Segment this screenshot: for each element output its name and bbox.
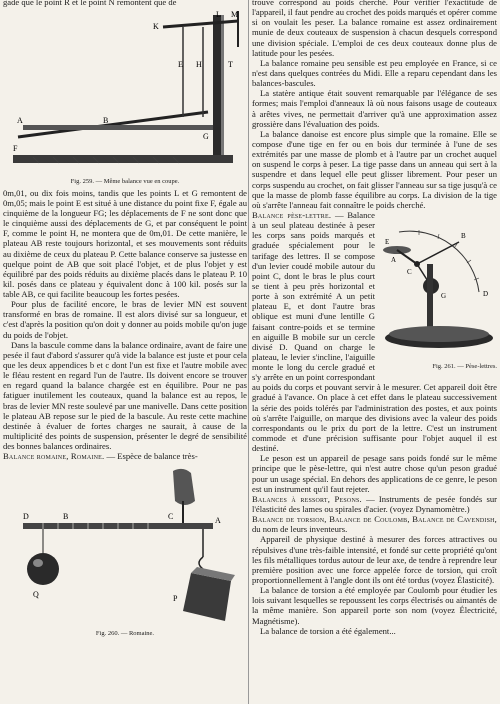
- figure-259-caption: Fig. 259. — Même balance vue en coupe.: [70, 178, 180, 185]
- torsion-heading: Balance de torsion, Balance de Coulomb, Balance de Cavendish,: [252, 514, 497, 525]
- fig259-label-e: E: [178, 60, 183, 69]
- romaine-heading-rest: — Espèce de balance très-: [104, 451, 198, 462]
- right-paragraph-4: La balance danoise est encore plus simple que la romaine. Elle se compose d'une tige en fer ou en bois dur terminée à l'une de ses extrémités par une masse de plomb et à l'autre par un crochet auquel on suspend le corps à peser. La tige passe dans un anneau qui sert à la suspendre et dans lequel elle peut glisser librement. Pour peser un corps suspendu au crochet, on fait glisser l'anneau sur sa tige jusqu'à ce que la masse de plomb fasse équilibre au corps. La division de la tige où s'arrête l'anneau fait connaître le poids cherché.: [252, 128, 497, 210]
- right-paragraph-10: La balance de torsion a été employée par Coulomb pour étudier les lois suivant lesquelles se repoussent les corps électrisés ou aimantés de la même manière. Son appareil porte son nom (voyez Électricité, Magnétisme).: [252, 585, 497, 626]
- right-column: [252, 0, 497, 636]
- fig259-label-a: A: [17, 116, 23, 125]
- right-paragraph-3: La statère antique était souvent remarquable par l'élégance de ses formes; mais l'emploi d'anneaux là où nous faisons usage de couteaux à arêtes vives, ne permettait d'arriver qu'à une approximation assez grossière dans l'évaluation des poids.: [252, 88, 497, 129]
- pese-lettre-body: — Balance à un seul plateau destinée à peser les corps sans poids marqués et graduée spécialement pour le tarifage des lettres. Il se compose d'un levier coudé mobile autour du point C, dont le bras le plus court se tient à peu près horizontal et porte à son extrémité A un petit plateau E, et dont l'autre bras oblique est muni d'une lentille G faisant contre-poids et se termine en aiguille B mobile sur un cercle divisé D. Quand on charge le plateau, le levier s'incline, l'aiguille monte le long du cercle gradué et s'y arrête en un point correspondant au poids du corps et pouvant servir à le mesurer. Cet appareil doit être gradué à l'avance. On place à cet effet dans le plateau successivement la série des poids tolérés par l'administration des postes, et aux points où s'arrête l'aiguille, on marque des divisions avec la valeur des poids correspondants ou le prix du port de la lettre. C'est un instrument commode et d'une précision suffisante pour l'objet auquel il est destiné.: [252, 209, 497, 454]
- fig261-label-d: D: [483, 289, 489, 298]
- figure-261-caption: Fig. 261. — Pèse-lettres.: [432, 363, 497, 371]
- figure-259-illustration: [3, 7, 247, 177]
- fig259-label-l: L: [216, 10, 221, 19]
- fig259-label-t: T: [228, 60, 233, 69]
- column-divider: [248, 0, 249, 704]
- fig259-label-h: H: [196, 60, 202, 69]
- left-top-line: gade que le point R et le point N remontent que de: [3, 0, 177, 7]
- figure-259: [3, 7, 247, 186]
- torsion-heading-rest: du nom de leurs inventeurs.: [252, 524, 348, 535]
- fig260-label-q: Q: [33, 590, 39, 600]
- figure-261: [379, 212, 497, 373]
- fig259-label-g: G: [203, 132, 209, 141]
- fig259-label-f: F: [13, 144, 18, 153]
- right-paragraph-1: trouve correspond au poids cherché. Pour vérifier l'exactitude de l'appareil, il faut pendre au crochet des poids marqués et opérer comme si on voulait les peser. La balance romaine est assez ordinairement munie de deux couteaux de suspension à chacun desquels correspond une division spéciale. L'emploi de ces deux couteaux donne plus de latitude pour les pesées.: [252, 0, 497, 58]
- left-paragraph-1: 0m,01, ou dix fois moins, tandis que les points L et G remontent de 0m,05; mais le point E est situé à une distance du point fixe F, égale au cinquième de la longueur FG; les déplacements de F ne sont donc que le cinquième aussi des déplacements de G, et par conséquent le point F, comme le point H, ne montera que de 0m,01. De cette manière, le plateau AB reste toujours horizontal, et ses mouvements sont réduits au dixième de ceux du plateau P. Cette balance conserve sa justesse en quelque point de AB que soit placé l'objet, et de plus l'objet y est équilibré par des poids réduits au dixième placés dans le plateau P. 10 kil. posés dans ce plateau y équivalent donc à 100 kil. posés sur la table AB, ce qui facilite beaucoup les fortes pesées.: [3, 187, 247, 300]
- pese-lettre-heading: Balance pèse-lettre.: [252, 209, 332, 220]
- ressort-heading: Balances à ressort, Pesons.: [252, 493, 362, 504]
- fig260-label-c: C: [168, 512, 174, 522]
- ressort-entry: [252, 494, 497, 514]
- left-column: [3, 0, 247, 640]
- left-paragraph-3: Dans la bascule comme dans la balance ordinaire, avant de faire une pesée il faut d'abord s'assurer qu'à vide la balance est juste et pour cela que les deux appendices b et c dont l'un est fixe et l'autre mobile avec le fléau restent en regard l'un de l'autre. Ils doivent encore se trouver en regard quand la balance chargée est en équilibre. Pour ne pas fatiguer inutilement les couteaux, quand la balance est au repos, le bras de levier MN reste soulevé par une manivelle. Dans cette position le plateau AB repose sur le pied de la bascule. Au reste cette machine destinée à évaluer de fortes charges ne saurait, à cause de la multiplicité des points de suspension, présenter le degré de sensibilité des bonnes balances ordinaires.: [3, 339, 247, 452]
- torsion-entry: [252, 514, 497, 534]
- fig261-label-a: A: [391, 255, 397, 264]
- fig261-label-b: B: [461, 231, 466, 240]
- romaine-heading: Balance romaine, Romaine.: [3, 451, 105, 462]
- fig259-label-m: M: [231, 10, 239, 19]
- fig261-label-e: E: [385, 237, 390, 246]
- fig260-label-a: A: [215, 516, 221, 526]
- figure-260-caption: Fig. 260. — Romaine.: [95, 630, 155, 638]
- figure-260: [3, 461, 247, 638]
- left-paragraph-2: Pour plus de facilité encore, le bras de levier MN est souvent transformé en bras de romaine. Il est alors divisé sur sa longueur, et c'est d'après la position qu'on doit y donner au poids mobile qu'on juge du poids de l'objet.: [3, 299, 247, 340]
- fig260-label-p: P: [173, 594, 178, 604]
- right-paragraph-11: La balance de torsion a été également...: [260, 625, 396, 636]
- fig261-label-g: G: [441, 291, 447, 300]
- romaine-entry: [3, 451, 247, 461]
- fig260-label-b: B: [63, 512, 69, 522]
- fig260-label-d: D: [23, 512, 29, 522]
- ressort-body: — Instruments de pesée fondés sur l'élasticité des lames ou spirales d'acier. (voyez Dynamomètre.): [252, 493, 498, 515]
- right-paragraph-9: Appareil de physique destiné à mesurer des forces attractives ou répulsives d'une très-faible intensité, et fondé sur cette propriété qu'ont les fils métalliques tordus autour de leur axe, de tendre à reprendre leur première position avec une force appelée force de torsion, qui croît proportionnellement à l'angle dont ils ont été tordus (voyez Élasticité).: [252, 534, 497, 586]
- figure-260-illustration: [3, 461, 247, 629]
- right-paragraph-2: La balance romaine peu sensible est peu employée en France, si ce n'est dans quelques contrées du Midi. Elle a reparu cependant dans les balances-bascules.: [252, 57, 497, 89]
- figure-261-illustration: [379, 212, 497, 360]
- right-paragraph-6: Le peson est un appareil de pesage sans poids fondé sur le même principe que le pèse-lettre, qui n'est autre chose qu'un peson gradué pour un usage spécial. En dehors des applications de ce genre, le peson est un instrument qu'il faut rejeter.: [252, 453, 497, 494]
- fig261-label-c: C: [407, 267, 412, 276]
- fig259-label-b: B: [103, 116, 109, 125]
- fig259-label-k: K: [153, 22, 159, 31]
